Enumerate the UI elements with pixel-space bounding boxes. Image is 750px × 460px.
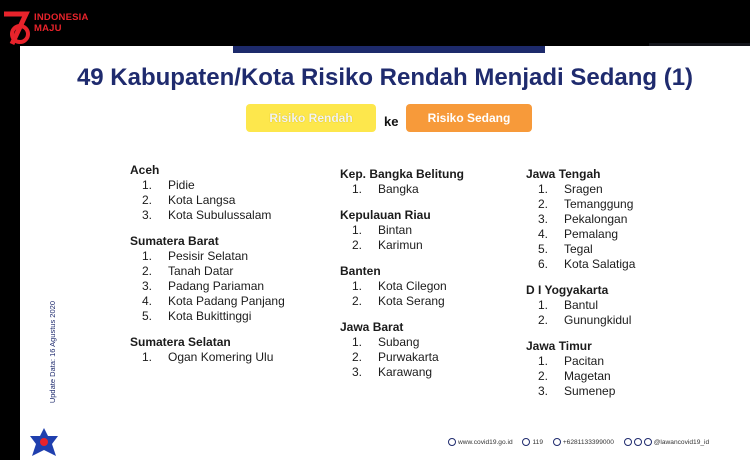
list-item [526,212,635,227]
list-item [130,350,285,365]
list-item [526,242,635,257]
risiko-rendah-badge: Risiko Rendah [246,104,376,132]
twitter-icon [644,438,652,446]
slide-title: 49 Kabupaten/Kota Risiko Rendah Menjadi Sedang (1) [76,64,694,91]
list-item-number: 6. [538,257,549,271]
list-item [526,197,635,212]
regency-name: Temanggung [564,197,634,211]
slide-top-strip [233,46,545,53]
list-item-number: 3. [538,384,549,398]
list-item-number: 4. [538,227,549,241]
province-name: Jawa Tengah [526,167,601,181]
footer-website: www.covid19.go.id [458,438,513,446]
region-column-2 [340,167,464,391]
list-item [340,365,464,380]
list-item [130,279,285,294]
regency-name: Karawang [378,365,433,379]
province-name: Sumatera Barat [130,234,219,248]
province-name: Sumatera Selatan [130,335,231,349]
regency-name: Kota Cilegon [378,279,447,293]
indonesia-maju-logo [0,6,110,50]
region-column-1 [130,163,285,376]
province-group [130,335,285,365]
list-item [340,350,464,365]
regency-name: Sumenep [564,384,616,398]
list-item-number: 1. [142,350,153,364]
list-item [340,238,464,253]
regency-name: Bintan [378,223,413,237]
regency-name: Pekalongan [564,212,628,226]
globe-icon [448,438,456,446]
regency-name: Kota Langsa [168,193,236,207]
footer-whatsapp: +6281133399000 [562,438,614,446]
list-item-number: 2. [538,197,549,211]
regency-name: Kota Padang Panjang [168,294,285,308]
regency-name: Kota Serang [378,294,445,308]
list-item-number: 2. [538,313,549,327]
regency-name: Pemalang [564,227,619,241]
list-item [340,335,464,350]
list-item-number: 5. [142,309,153,323]
list-item-number: 4. [142,294,153,308]
facebook-icon [634,438,642,446]
75-logo-icon [2,10,32,48]
list-item [340,223,464,238]
list-item [526,313,635,328]
list-item [130,208,285,223]
list-item-number: 2. [352,350,363,364]
province-group [526,283,635,328]
list-item [526,354,635,369]
regency-name: Kota Salatiga [564,257,636,271]
regency-name: Bantul [564,298,599,312]
list-item-number: 1. [538,182,549,196]
province-name: Jawa Barat [340,320,404,334]
province-name: Kepulauan Riau [340,208,431,222]
risiko-sedang-badge: Risiko Sedang [406,104,532,132]
regency-name: Pacitan [564,354,605,368]
logo-line-1: INDONESIA [34,12,89,23]
regency-name: Sragen [564,182,603,196]
list-item-number: 1. [352,223,363,237]
list-item-number: 1. [142,249,153,263]
regency-name: Kota Bukittinggi [168,309,252,323]
list-item-number: 1. [352,279,363,293]
list-item [526,227,635,242]
list-item-number: 1. [538,298,549,312]
regency-name: Tegal [564,242,593,256]
phone-icon [522,438,530,446]
regency-name: Purwakarta [378,350,439,364]
list-item [340,182,464,197]
list-item [526,384,635,399]
list-item-number: 3. [352,365,363,379]
regency-name: Gunungkidul [564,313,632,327]
province-group [340,320,464,380]
province-name: Aceh [130,163,160,177]
regency-name: Pidie [168,178,195,192]
list-item [340,294,464,309]
gugus-tugas-emblem-icon [26,426,62,460]
province-group [526,339,635,399]
list-item [130,178,285,193]
province-group [340,208,464,253]
list-item [130,294,285,309]
province-name: D I Yogyakarta [526,283,609,297]
list-item-number: 1. [352,182,363,196]
province-group [340,167,464,197]
list-item [130,249,285,264]
list-item [130,264,285,279]
connector-label: ke [384,114,399,129]
logo-line-2: MAJU [34,23,62,34]
list-item-number: 2. [352,238,363,252]
list-item-number: 2. [352,294,363,308]
province-name: Kep. Bangka Belitung [340,167,465,181]
regency-name: Ogan Komering Ulu [168,350,274,364]
regency-name: Padang Pariaman [168,279,265,293]
province-name: Banten [340,264,381,278]
list-item [130,193,285,208]
footer-social: @lawancovid19_id [653,438,710,446]
list-item-number: 2. [142,264,153,278]
list-item-number: 3. [538,212,549,226]
province-name: Jawa Timur [526,339,592,353]
list-item-number: 5. [538,242,549,256]
list-item-number: 2. [142,193,153,207]
regency-name: Kota Subulussalam [168,208,272,222]
list-item-number: 3. [142,279,153,293]
regency-name: Magetan [564,369,611,383]
province-group [130,234,285,324]
list-item [130,309,285,324]
regency-name: Tanah Datar [168,264,234,278]
province-group [130,163,285,223]
footer-hotline: 119 [532,438,543,446]
regency-name: Pesisir Selatan [168,249,249,263]
list-item-number: 3. [142,208,153,222]
list-item [340,279,464,294]
whatsapp-icon [553,438,561,446]
list-item-number: 1. [538,354,549,368]
update-date-text: Update Data: 16 Agustus 2020 [48,301,57,404]
list-item-number: 1. [352,335,363,349]
list-item [526,298,635,313]
list-item [526,257,635,272]
list-item-number: 1. [142,178,153,192]
regency-name: Karimun [378,238,423,252]
logo-text [34,12,89,34]
province-group [526,167,635,272]
list-item [526,369,635,384]
list-item-number: 2. [538,369,549,383]
regency-name: Bangka [378,182,419,196]
presentation-slide [20,46,750,460]
instagram-icon [624,438,632,446]
region-column-3 [526,167,635,410]
regency-name: Subang [378,335,420,349]
video-top-bar [0,0,750,46]
list-item [526,182,635,197]
contact-footer [448,438,717,446]
province-group [340,264,464,309]
